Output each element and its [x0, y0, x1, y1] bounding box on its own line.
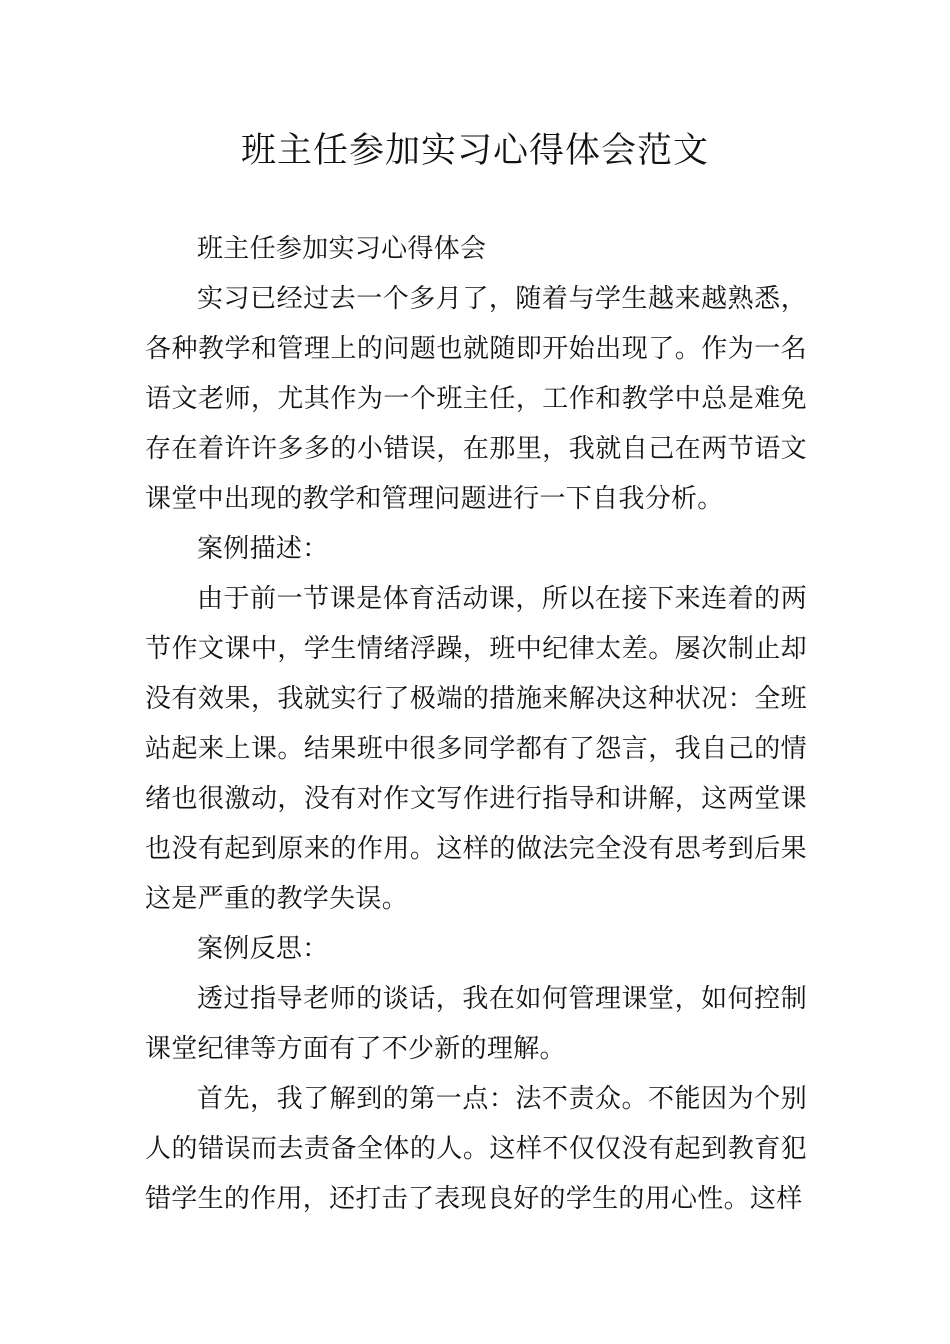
paragraph-case-description-label: 案例描述：	[197, 534, 329, 564]
document-title: 班主任参加实习心得体会范文	[240, 131, 709, 171]
paragraph-case-description: 由于前一节课是体育活动课，所以在接下来连着的两节作文课中，学生情绪浮躁，班中纪律太差。屡次制止却没有效果，我就实行了极端的措施来解决这种状况：全班站起来上课。结果班中很多同学都有了怨言，我自己的情绪也很激动，没有对作文写作进行指导和讲解，这两堂课也没有起到原来的作用。这样的做法完全没有思考到后果这是严重的教学失误。	[145, 584, 807, 914]
paragraph-case-reflection-label: 案例反思：	[197, 934, 329, 964]
paragraph-case-reflection: 透过指导老师的谈话，我在如何管理课堂，如何控制课堂纪律等方面有了不少新的理解。	[145, 984, 807, 1064]
paragraph-heading: 班主任参加实习心得体会	[197, 234, 487, 264]
paragraph-first-point: 首先，我了解到的第一点：法不责众。不能因为个别人的错误而去责备全体的人。这样不仅仅没有起到教育犯错学生的作用，还打击了表现良好的学生的用心性。这样	[145, 1084, 807, 1214]
paragraph-intro: 实习已经过去一个多月了，随着与学生越来越熟悉，各种教学和管理上的问题也就随即开始出现了。作为一名语文老师，尤其作为一个班主任，工作和教学中总是难免存在着许许多多的小错误，在那里，我就自己在两节语文课堂中出现的教学和管理问题进行一下自我分析。	[145, 284, 807, 514]
document-body	[145, 224, 807, 1224]
